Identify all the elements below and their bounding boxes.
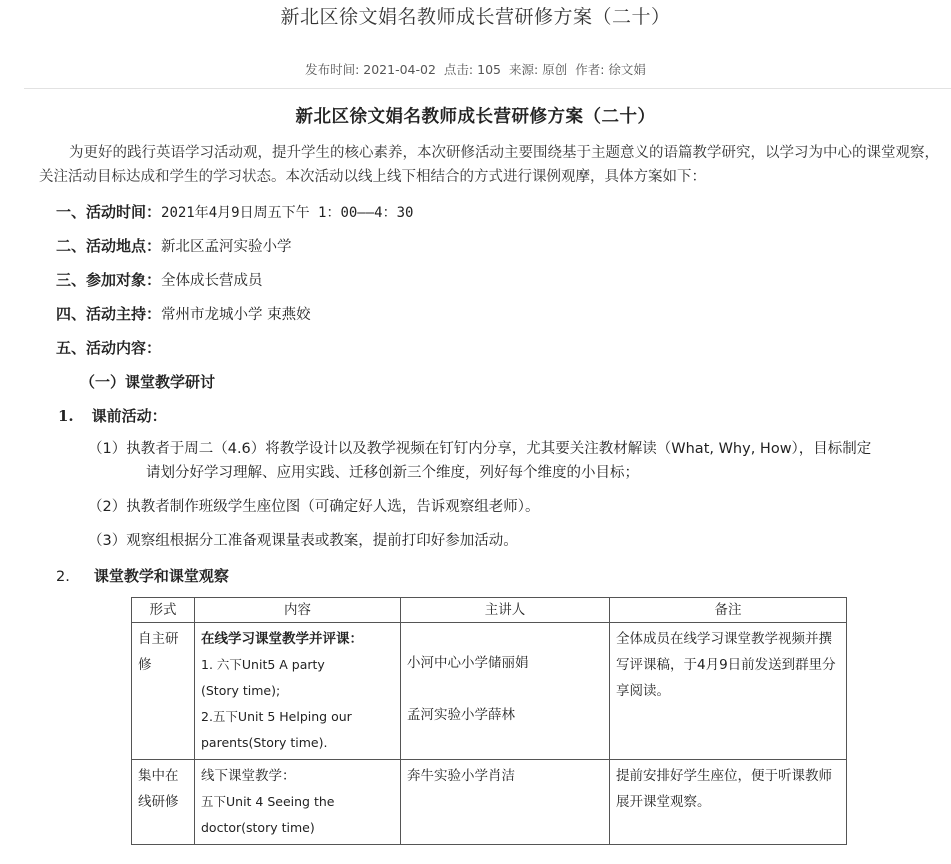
item-2-label: 课堂教学和课堂观察 (93, 567, 229, 585)
row-1-content-line: 2.五下Unit 5 Helping our (201, 709, 352, 724)
author-value: 徐文娟 (608, 62, 646, 77)
author-label: 作者: (575, 62, 605, 77)
row-1-content (195, 623, 401, 760)
table-row (132, 760, 847, 845)
row-1-note: 全体成员在线学习课堂教学视频并撰写评课稿，于4月9日前发送到群里分享阅读。 (610, 623, 847, 760)
section-heading (80, 371, 215, 392)
row-2-form: 集中在线研修 (132, 760, 195, 845)
row-1-content-line: 1. 六下Unit5 A party (201, 657, 325, 672)
step-2: （2）执教者制作班级学生座位图（可确定好人选，告诉观察组老师）。 (88, 499, 540, 515)
item-2-number: 2. (56, 569, 70, 585)
table-row (132, 623, 847, 760)
step-1-line-2: 请划分好学习理解、应用实践、迁移创新三个维度，列好每个维度的小目标； (146, 465, 639, 481)
row-1-speaker: 小河中心小学储丽娟 (407, 655, 529, 671)
article-title: 新北区徐文娟名教师成长营研修方案（二十） (295, 107, 656, 127)
clicks-label: 点击: (443, 62, 474, 77)
row-2-content-title: 线下课堂教学： (201, 768, 296, 784)
step-1-line-1: （1）执教者于周二（4.6）将教学设计以及教学视频在钉钉内分享，尤其要关注教材解读（What, Why, How），目标制定 (88, 441, 872, 457)
row-1-content-line: parents(Story time). (201, 735, 328, 750)
publish-date: 2021-04-02 (363, 62, 436, 77)
activity-time-label: 一、活动时间： (56, 203, 162, 221)
item-1-heading (58, 405, 167, 426)
header-note: 备注 (610, 598, 847, 623)
section-heading-text: （一）课堂教学研讨 (80, 373, 216, 391)
step-3: （3）观察组根据分工准备观课量表或教案，提前打印好参加活动。 (88, 533, 518, 549)
activity-time (56, 201, 413, 222)
source-label: 来源: (508, 62, 539, 77)
activity-host-label: 四、活动主持： (56, 305, 162, 323)
row-2-content-line: doctor(story time) (201, 820, 315, 835)
item-1-number: 1. (58, 407, 74, 425)
row-1-form: 自主研修 (132, 623, 195, 760)
activity-content (56, 337, 161, 358)
activity-time-value: 2021年4月9日周五下午 1：00——4：30 (161, 205, 414, 221)
page-title: 新北区徐文娟名教师成长营研修方案（二十） (280, 6, 671, 28)
item-1-label: 课前活动： (91, 407, 167, 425)
activity-audience (56, 269, 263, 290)
row-2-content (195, 760, 401, 845)
activity-place-value: 新北区孟河实验小学 (161, 239, 292, 255)
row-1-content-title: 在线学习课堂教学并评课： (201, 631, 363, 647)
row-2-content-line: 五下Unit 4 Seeing the (201, 794, 335, 809)
intro-paragraph: 为更好的践行英语学习活动观，提升学生的核心素养，本次研修活动主要围绕基于主题意义的语篇教学研究，以学习为中心的课堂观察，关注活动目标达成和学生的学习状态。本次活动以线上线下相结合的方式进行课例观摩，具体方案如下： (39, 145, 939, 185)
header-form: 形式 (132, 598, 195, 623)
activity-audience-label: 三、参加对象： (56, 271, 162, 289)
activity-host-value: 常州市龙城小学 束燕姣 (161, 307, 311, 323)
activity-content-label: 五、活动内容： (56, 339, 162, 357)
activity-place-label: 二、活动地点： (56, 237, 162, 255)
header-divider (24, 88, 951, 89)
row-2-speakers (401, 760, 610, 845)
header-content: 内容 (195, 598, 401, 623)
clicks-count: 105 (477, 62, 501, 77)
activity-host (56, 303, 311, 324)
publish-label: 发布时间: (305, 62, 360, 77)
plan-table (131, 597, 847, 845)
source-value: 原创 (542, 62, 568, 77)
row-1-speaker: 孟河实验小学薛林 (407, 707, 515, 723)
row-2-note: 提前安排好学生座位，便于听课教师展开课堂观察。 (610, 760, 847, 845)
row-2-speaker: 奔牛实验小学肖洁 (407, 768, 515, 784)
item-2-heading (56, 565, 229, 586)
header-speaker: 主讲人 (401, 598, 610, 623)
article-meta (0, 60, 951, 78)
activity-audience-value: 全体成长营成员 (161, 273, 263, 289)
table-header-row (132, 598, 847, 623)
activity-place (56, 235, 292, 256)
row-1-content-line: (Story time); (201, 683, 281, 698)
row-1-speakers (401, 623, 610, 760)
